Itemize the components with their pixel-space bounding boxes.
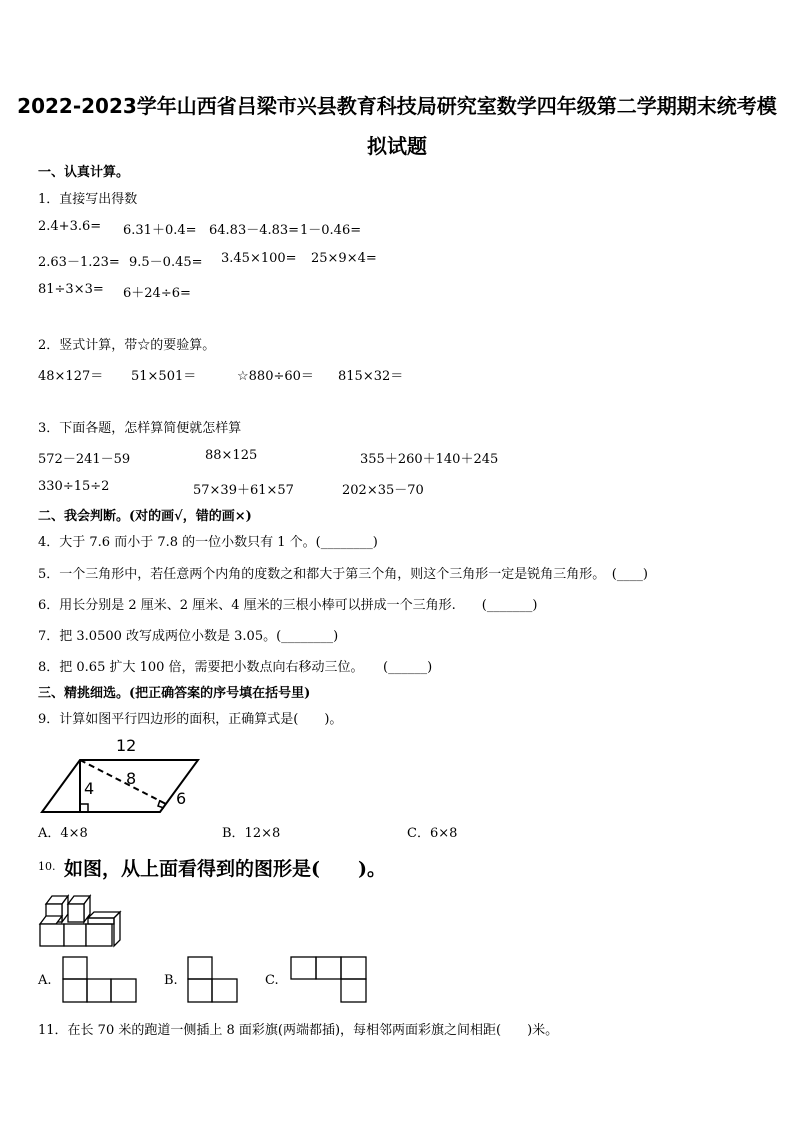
q3-label: 3．下面各题，怎样算简便就怎样算 [38, 421, 242, 436]
q3-expr: 355＋260＋140＋245 [360, 452, 499, 467]
q5-text: 5．一个三角形中，若任意两个内角的度数之和都大于第三个角，则这个三角形一定是锐角三角形。 (____) [38, 567, 648, 582]
q2-expr: 51×501＝ [131, 369, 197, 384]
q1-expr: 1－0.46= [300, 223, 362, 238]
q7-text: 7．把 3.0500 改写成两位小数是 3.05。(________) [38, 629, 339, 644]
q9-label: 9．计算如图平行四边形的面积，正确算式是( )。 [38, 712, 343, 727]
label-side: 6 [176, 789, 187, 808]
parallelogram-figure [38, 734, 208, 818]
q1-expr: 6.31＋0.4= [123, 223, 197, 238]
q6-text: 6．用长分别是 2 厘米、2 厘米、4 厘米的三根小棒可以拼成一个三角形. (_______) [38, 598, 538, 613]
q3-expr: 330÷15÷2 [38, 479, 110, 494]
q1-expr: 64.83－4.83= [209, 223, 300, 238]
q10-option-c-label[interactable]: C. [265, 973, 279, 988]
q10-option-b-grid[interactable] [187, 956, 239, 1004]
q8-text: 8．把 0.65 扩大 100 倍，需要把小数点向右移动三位。 (______) [38, 660, 433, 675]
exam-title-line2: 拟试题 [367, 134, 427, 158]
label-top: 12 [116, 736, 137, 755]
section-1-heading: 一、认真计算。 [38, 165, 130, 180]
parallelogram-shape [42, 760, 198, 812]
q1-expr: 6＋24÷6= [123, 286, 191, 301]
q1-expr: 9.5－0.45= [129, 255, 203, 270]
q2-label: 2．竖式计算，带☆的要验算。 [38, 338, 216, 353]
q10-option-a-label[interactable]: A. [38, 973, 52, 988]
q3-expr: 88×125 [205, 448, 258, 463]
right-angle-mark [80, 804, 88, 812]
label-diagonal: 8 [126, 769, 137, 788]
q2-expr: 815×32＝ [338, 369, 404, 384]
q3-expr: 202×35－70 [342, 483, 424, 498]
q10-option-c-grid[interactable] [290, 956, 368, 1004]
label-height: 4 [84, 779, 95, 798]
q3-expr: 572－241－59 [38, 452, 131, 467]
q10-option-a-grid[interactable] [62, 956, 138, 1004]
q10-number: 10. [38, 860, 56, 873]
q1-expr: 3.45×100= [221, 251, 297, 266]
q2-expr: 48×127＝ [38, 369, 104, 384]
section-3-heading: 三、精挑细选。(把正确答案的序号填在括号里) [38, 686, 311, 701]
exam-title-line1: 2022-2023学年山西省吕梁市兴县教育科技局研究室数学四年级第二学期期末统考模 [17, 94, 777, 118]
q9-option-b[interactable]: B．12×8 [222, 826, 281, 841]
q4-text: 4．大于 7.6 而小于 7.8 的一位小数只有 1 个。(________) [38, 535, 378, 550]
q1-expr: 25×9×4= [311, 251, 377, 266]
q1-expr: 2.63－1.23= [38, 255, 120, 270]
q2-expr: ☆880÷60＝ [237, 369, 314, 384]
q1-expr: 2.4+3.6= [38, 219, 102, 234]
q9-option-a[interactable]: A．4×8 [38, 826, 88, 841]
q9-option-c[interactable]: C．6×8 [407, 826, 458, 841]
q10-option-b-label[interactable]: B. [164, 973, 178, 988]
cube-stack-figure [38, 890, 124, 948]
q10-text: 如图，从上面看得到的图形是( )。 [64, 858, 386, 880]
q11-text: 11．在长 70 米的跑道一侧插上 8 面彩旗(两端都插)，每相邻两面彩旗之间相距( )米。 [38, 1023, 559, 1038]
q3-expr: 57×39＋61×57 [193, 483, 294, 498]
section-2-heading: 二、我会判断。(对的画√，错的画×) [38, 509, 252, 524]
q1-expr: 81÷3×3= [38, 282, 104, 297]
q1-label: 1．直接写出得数 [38, 192, 138, 207]
